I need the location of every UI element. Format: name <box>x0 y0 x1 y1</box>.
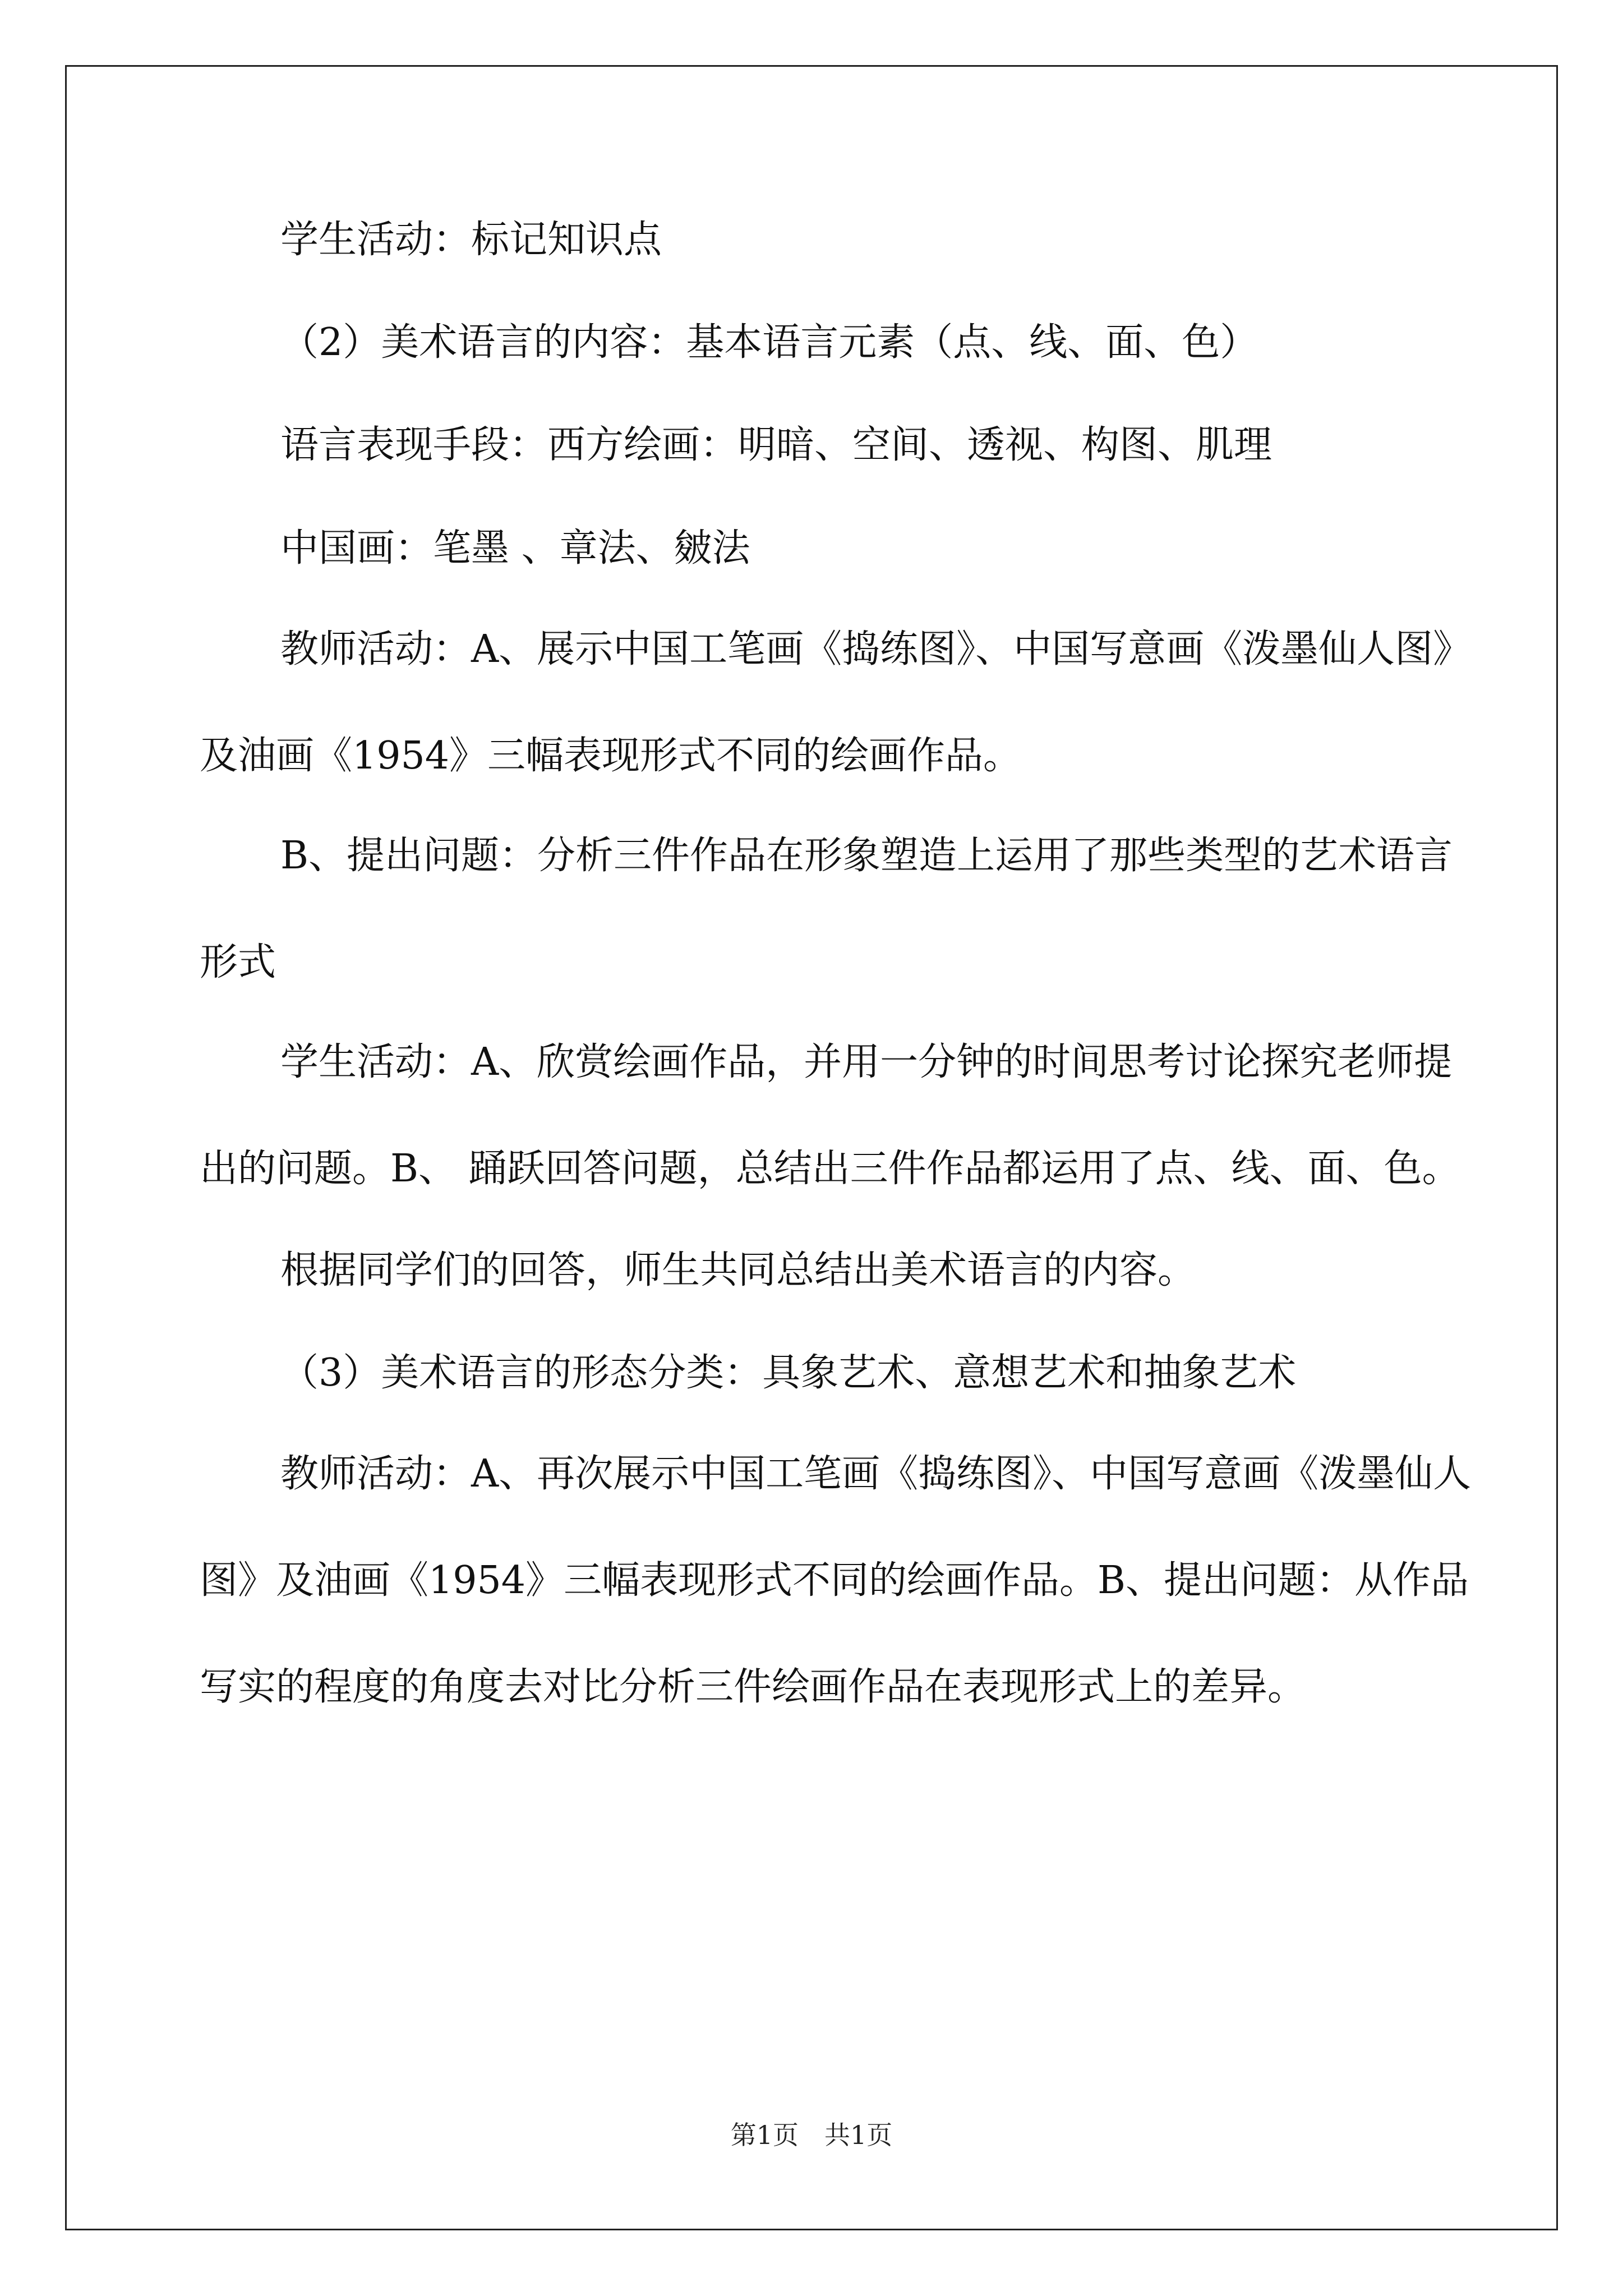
paragraph-form-classification: （3）美术语言的形态分类：具象艺术、意想艺术和抽象艺术 <box>280 1350 1297 1395</box>
paragraph-student-activity-2: 学生活动：A、欣赏绘画作品，并用一分钟的时间思考讨论探究老师提出的问题。B、 踊跃回答问题，总结出三件作品都运用了点、线、面、色。 <box>200 1039 1460 1191</box>
paragraph-teacher-activity-2: 教师活动：A、再次展示中国工笔画《捣练图》、中国写意画《泼墨仙人图》及油画《1954》三幅表现形式不同的绘画作品。B、提出问题：从作品写实的程度的角度去对比分析三件绘画作品在表现形式上的差异。 <box>200 1452 1472 1710</box>
paragraph-expression-means: 语言表现手段：西方绘画：明暗、空间、透视、构图、肌理 <box>280 423 1272 468</box>
page-number-footer: 第1页 共1页 <box>730 2120 893 2150</box>
document-body <box>200 213 1473 1762</box>
paragraph-student-activity-1: 学生活动：标记知识点 <box>280 218 662 262</box>
paragraph-question-1: B、提出问题：分析三件作品在形象塑造上运用了那些类型的艺术语言形式 <box>200 833 1453 984</box>
paragraph-art-language-content: （2）美术语言的内容：基本语言元素（点、线、面、色） <box>280 320 1258 365</box>
paragraph-teacher-activity-1: 教师活动：A、展示中国工笔画《捣练图》、中国写意画《泼墨仙人图》及油画《1954》三幅表现形式不同的绘画作品。 <box>200 627 1472 778</box>
paragraph-chinese-painting: 中国画：笔墨 、章法、皴法 <box>280 526 750 570</box>
paragraph-summary: 根据同学们的回答，师生共同总结出美术语言的内容。 <box>280 1248 1196 1292</box>
